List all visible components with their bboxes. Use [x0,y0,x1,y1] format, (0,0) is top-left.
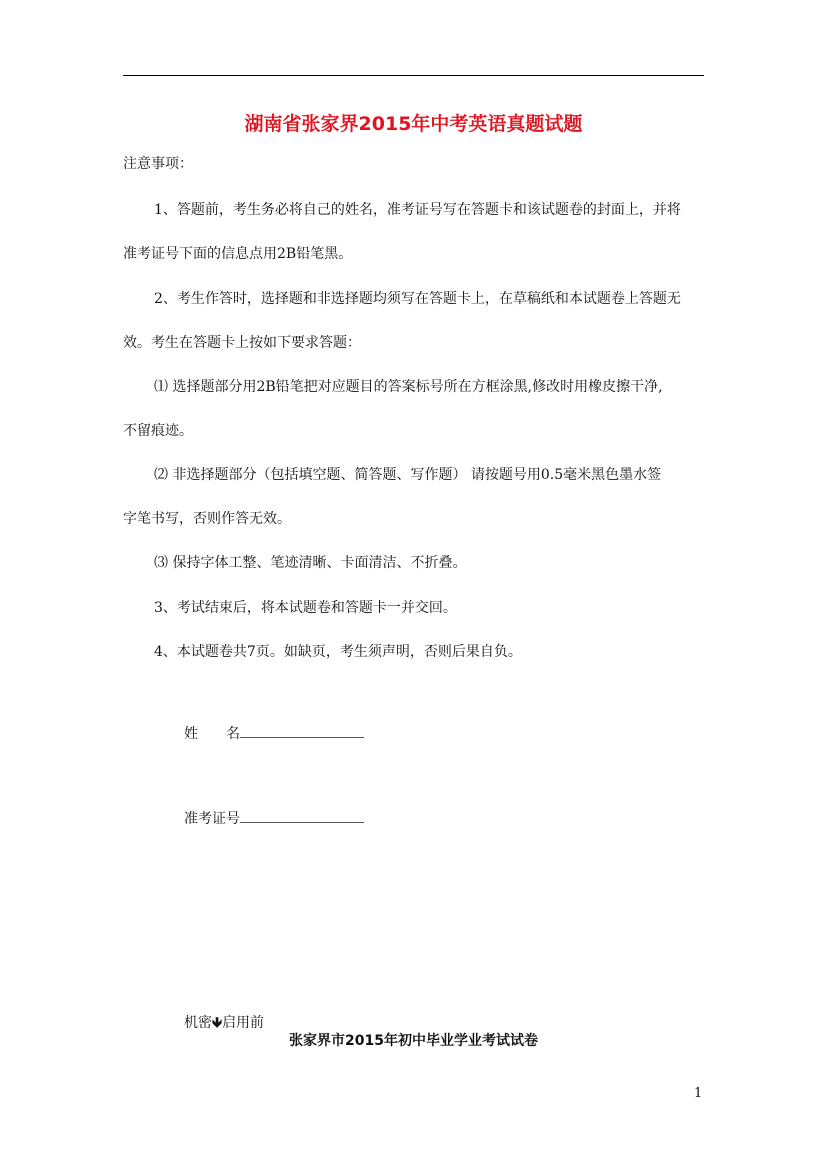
exam-id-blank-line [240,807,364,823]
notice-line-7: ⑵ 非选择题部分（包括填空题、简答题、写作题） 请按题号用0.5毫米黑色墨水签 [154,467,662,483]
notice-line-6: 不留痕迹。 [123,423,193,439]
document-title: 湖南省张家界2015年中考英语真题试题 [244,113,583,135]
notice-line-11: 4、本试题卷共7页。如缺页，考生须声明，否则后果自负。 [154,644,522,660]
down-arrow-icon: 🡻 [212,1015,223,1031]
notice-line-8: 字笔书写，否则作答无效。 [123,511,291,527]
name-field [184,722,364,744]
secret-mark-prefix: 机密 [184,1015,212,1031]
notice-line-4: 效。考生在答题卡上按如下要求答题： [123,335,361,351]
name-blank-line [240,722,364,738]
notice-line-9: ⑶ 保持字体工整、笔迹清晰、卡面清洁、不折叠。 [154,555,467,571]
exam-subtitle: 张家界市2015年初中毕业学业考试试卷 [289,1033,538,1049]
notice-line-2: 准考证号下面的信息点用2B铅笔黑。 [123,246,353,262]
name-label: 姓 名 [184,726,240,742]
secret-mark-suffix: 启用前 [222,1015,265,1031]
notice-line-5: ⑴ 选择题部分用2B铅笔把对应题目的答案标号所在方框涂黑,修改时用橡皮擦干净, [154,379,663,395]
exam-id-label: 准考证号 [184,811,240,827]
notice-heading: 注意事项： [123,156,193,172]
notice-line-1: 1、答题前，考生务必将自己的姓名，准考证号写在答题卡和该试题卷的封面上，并将 [154,202,681,218]
exam-id-field [184,807,364,829]
header-rule [123,75,704,76]
notice-line-3: 2、考生作答时，选择题和非选择题均须写在答题卡上，在草稿纸和本试题卷上答题无 [154,291,681,307]
notice-line-10: 3、考试结束后，将本试题卷和答题卡一并交回。 [154,600,457,616]
page-number: 1 [694,1086,703,1101]
